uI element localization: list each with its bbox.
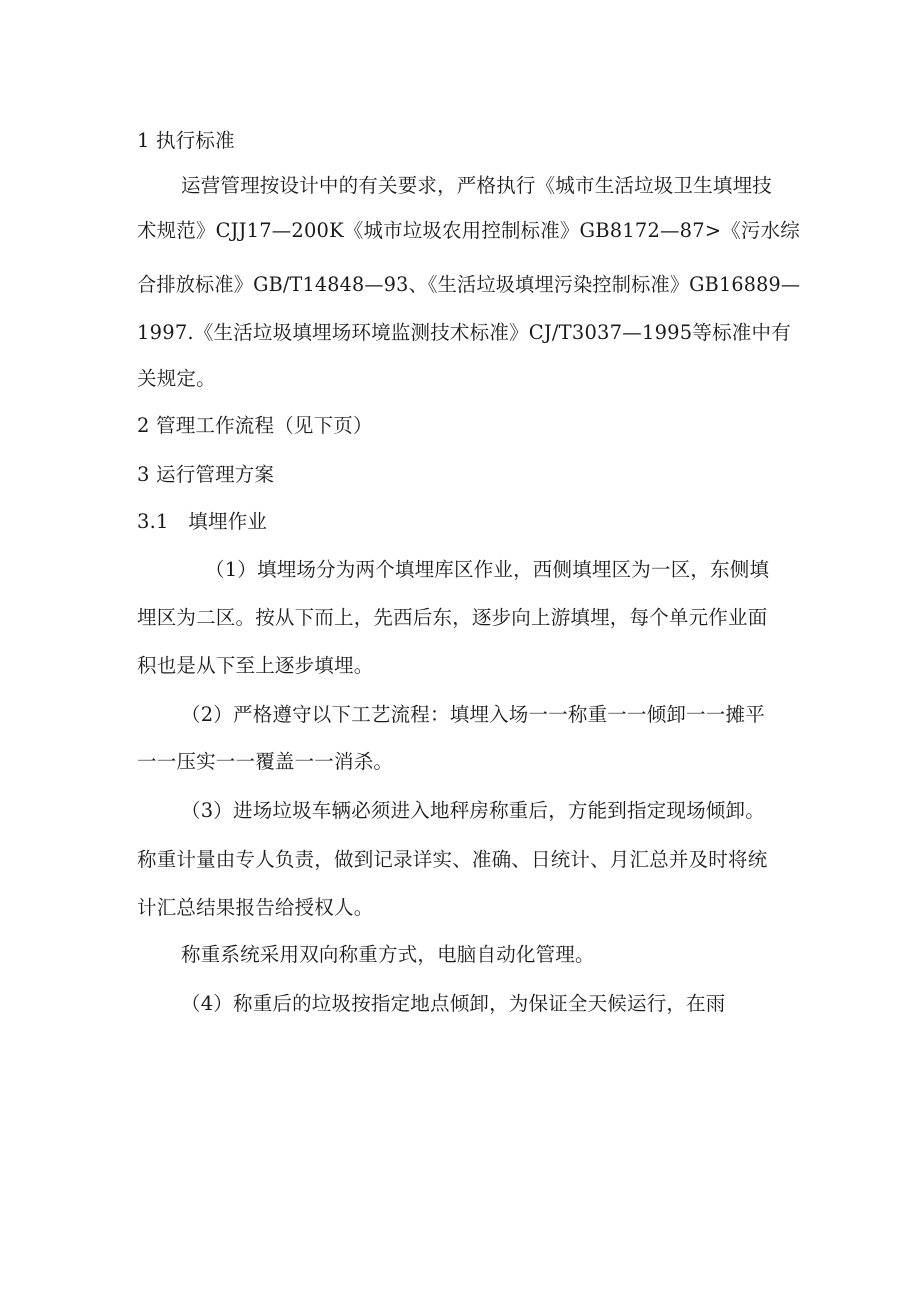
paragraph-line: 运营管理按设计中的有关要求，严格执行《城市生活垃圾卫生填埋技	[181, 174, 773, 197]
heading-operation-plan: 3 运行管理方案	[137, 463, 275, 486]
paragraph-line: 关规定。	[137, 367, 216, 390]
paragraph-line: 称重系统采用双向称重方式，电脑自动化管理。	[181, 943, 595, 966]
paragraph-line: 称重计量由专人负责，做到记录详实、准确、日统计、月汇总并及时将统	[137, 848, 768, 871]
paragraph-line: 计汇总结果报告给授权人。	[137, 896, 374, 919]
paragraph-line: （1）填埋场分为两个填埋库区作业，西侧填埋区为一区，东侧填	[205, 558, 770, 581]
heading-workflow: 2 管理工作流程（见下页）	[137, 414, 373, 437]
subheading-landfill-operation: 3.1 填埋作业	[137, 510, 268, 533]
paragraph-line: 合排放标准》GB/T14848—93、《生活垃圾填埋污染控制标准》GB16889—	[137, 273, 801, 296]
paragraph-line: 积也是从下至上逐步填埋。	[137, 654, 374, 677]
paragraph-line: 埋区为二区。按从下而上，先西后东，逐步向上游填埋，每个单元作业面	[137, 606, 768, 629]
paragraph-line: 一一压实一一覆盖一一消杀。	[137, 750, 394, 773]
paragraph-line: （2）严格遵守以下工艺流程：填埋入场一一称重一一倾卸一一摊平	[181, 703, 765, 726]
paragraph-line: 术规范》CJJ17—200K《城市垃圾农用控制标准》GB8172—87>《污水综	[137, 219, 800, 242]
heading-execution-standard: 1 执行标准	[137, 129, 235, 152]
paragraph-line: （3）进场垃圾车辆必须进入地秤房称重后，方能到指定现场倾卸。	[181, 799, 765, 822]
paragraph-line: 1997.《生活垃圾填埋场环境监测技术标准》CJ/T3037—1995等标准中有	[137, 321, 791, 344]
paragraph-line: （4）称重后的垃圾按指定地点倾卸，为保证全天候运行，在雨	[181, 992, 726, 1015]
